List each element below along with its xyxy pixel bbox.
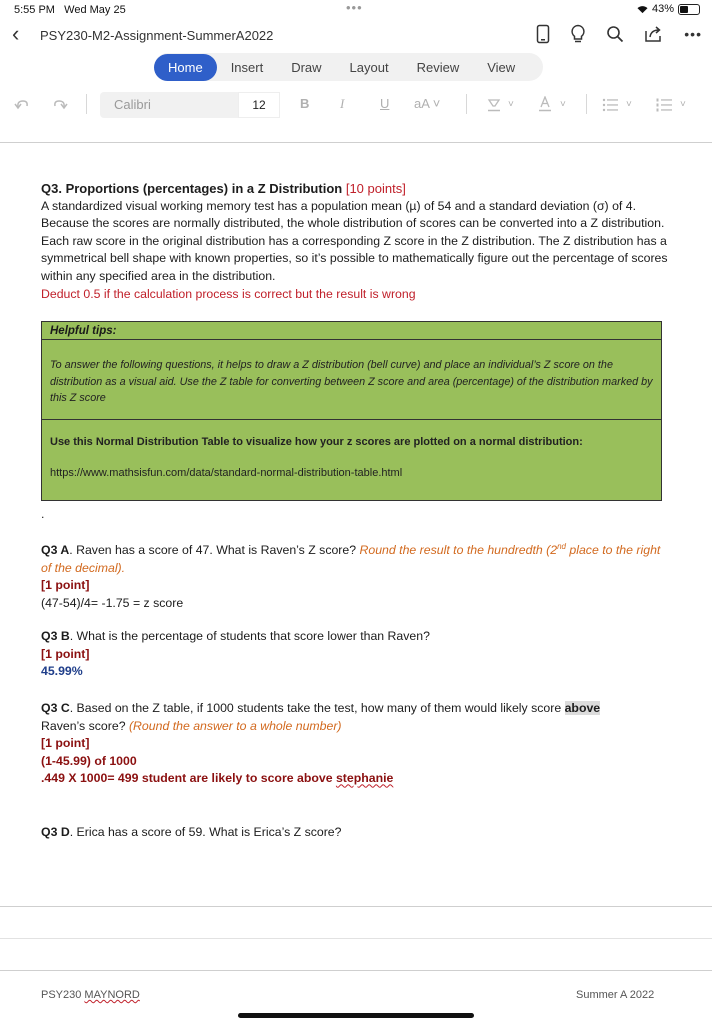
question-b-text: Q3 B. What is the percentage of students that score lower than Raven? <box>41 629 430 643</box>
question-b-answer[interactable]: 45.99% <box>41 664 83 679</box>
search-icon[interactable] <box>606 25 624 43</box>
title-bar <box>0 22 712 50</box>
font-color-icon[interactable] <box>538 96 552 112</box>
deduct-note: Deduct 0.5 if the calculation process is correct but the result is wrong <box>41 286 416 301</box>
question-points: [10 points] <box>345 181 406 196</box>
tips-url-link[interactable]: https://www.mathsisfun.com/data/standard-normal-distribution-table.html <box>50 467 403 479</box>
back-chevron-icon[interactable]: ‹ <box>12 21 20 46</box>
question-c-points: [1 point] <box>41 736 90 751</box>
tips-header: Helpful tips: <box>42 322 661 340</box>
toolbar-divider <box>0 142 712 143</box>
redo-icon[interactable] <box>52 98 68 112</box>
question-a[interactable] <box>41 538 671 612</box>
highlight-icon[interactable] <box>486 98 502 112</box>
page-bottom-border <box>0 906 712 907</box>
bullet-list-icon[interactable] <box>602 98 618 112</box>
status-right <box>637 3 700 15</box>
font-size-field[interactable]: 12 <box>238 92 280 118</box>
bold-button[interactable]: B <box>300 96 310 111</box>
document-title[interactable]: PSY230-M2-Assignment-SummerA2022 <box>40 28 274 43</box>
tab-home[interactable]: Home <box>154 54 217 81</box>
share-icon[interactable] <box>644 25 664 43</box>
helpful-tips-box <box>41 321 662 501</box>
page-separator <box>0 938 712 939</box>
question-d-text: Q3 D. Erica has a score of 59. What is Erica’s Z score? <box>41 825 342 839</box>
question-c[interactable] <box>41 700 671 788</box>
chevron-down-icon[interactable]: ˅ <box>560 99 566 110</box>
tab-view[interactable]: View <box>487 59 516 75</box>
phone-view-icon[interactable] <box>536 24 550 44</box>
status-time: 5:55 PM Wed May 25 <box>14 4 126 16</box>
status-bar <box>0 0 712 20</box>
tips-body: To answer the following questions, it helps to draw a Z distribution (bell curve) and place an individual’s Z score on the distribution as a visual aid. Use the Z table for converting between Z score and area (percentage) of the distribution marked by this Z score <box>42 340 661 420</box>
font-size-button[interactable]: aA ˅ <box>414 96 441 111</box>
tab-review[interactable]: Review <box>416 59 460 75</box>
question-c-text: Q3 C. Based on the Z table, if 1000 students take the test, how many of them would likely score above Raven’s score? (Round the answer to a whole number) <box>41 701 601 733</box>
home-indicator[interactable] <box>238 1013 474 1018</box>
lightbulb-icon[interactable] <box>570 24 586 44</box>
question-body: A standardized visual working memory test has a population mean (µ) of 54 and a standard deviation (σ) of 4. Because the scores are normally distributed, the whole distribution of scores can be converted into a Z distribution. Each raw score in the original distribution has a corresponding Z score in the Z distribution. The Z distribution has a symmetrical bell shape with known properties, so it’s possible to mathematically figure out the percentage of scores within any specified area in the distribution. <box>41 198 668 283</box>
tab-layout[interactable]: Layout <box>349 59 389 75</box>
title-bar-actions <box>536 24 702 44</box>
question-a-points: [1 point] <box>41 578 90 593</box>
page-top-border <box>0 970 712 971</box>
tab-insert[interactable]: Insert <box>230 59 264 75</box>
more-options-icon[interactable]: ••• <box>684 26 702 42</box>
chevron-down-icon[interactable]: ˅ <box>508 99 514 110</box>
misspelled-word: stephanie <box>335 771 394 786</box>
chevron-down-icon[interactable]: ˅ <box>680 99 686 110</box>
undo-icon[interactable] <box>14 98 30 112</box>
font-selector[interactable] <box>100 92 280 118</box>
battery-icon <box>678 4 700 15</box>
chevron-down-icon[interactable]: ˅ <box>626 99 632 110</box>
ribbon-tabs <box>154 53 543 81</box>
tips-note: Use this Normal Distribution Table to visualize how your z scores are plotted on a normal distribution: <box>50 436 583 448</box>
format-toolbar <box>0 92 712 120</box>
tab-draw[interactable]: Draw <box>291 59 322 75</box>
question-c-answer-2[interactable]: .449 X 1000= 499 student are likely to score above stephanie <box>41 771 394 786</box>
question-a-answer[interactable]: (47-54)/4= -1.75 = z score <box>41 595 184 610</box>
numbered-list-icon[interactable] <box>656 98 672 112</box>
question-d[interactable] <box>41 824 671 842</box>
question-b-points: [1 point] <box>41 646 90 661</box>
multitasking-dots-icon[interactable]: ••• <box>346 0 363 15</box>
footer-right: Summer A 2022 <box>576 989 655 1001</box>
underline-button[interactable]: U <box>380 96 390 111</box>
highlighted-word: above <box>564 701 601 715</box>
question-b[interactable] <box>41 628 671 681</box>
battery-percent: 43% <box>651 3 674 15</box>
footer-left: PSY230 MAYNORD <box>41 989 140 1001</box>
question-a-text: Q3 A. Raven has a score of 47. What is Raven’s Z score? Round the result to the hundredth (2nd place to the right of the decimal). <box>41 542 661 575</box>
font-name[interactable]: Calibri <box>114 97 151 112</box>
wifi-icon <box>637 5 648 14</box>
question-c-answer-1[interactable]: (1-45.99) of 1000 <box>41 753 137 768</box>
question-heading: Q3. Proportions (percentages) in a Z Distribution [10 points] <box>41 181 406 196</box>
stray-dot: . <box>41 507 45 521</box>
question-intro[interactable] <box>41 180 671 303</box>
italic-button[interactable]: I <box>340 96 345 111</box>
